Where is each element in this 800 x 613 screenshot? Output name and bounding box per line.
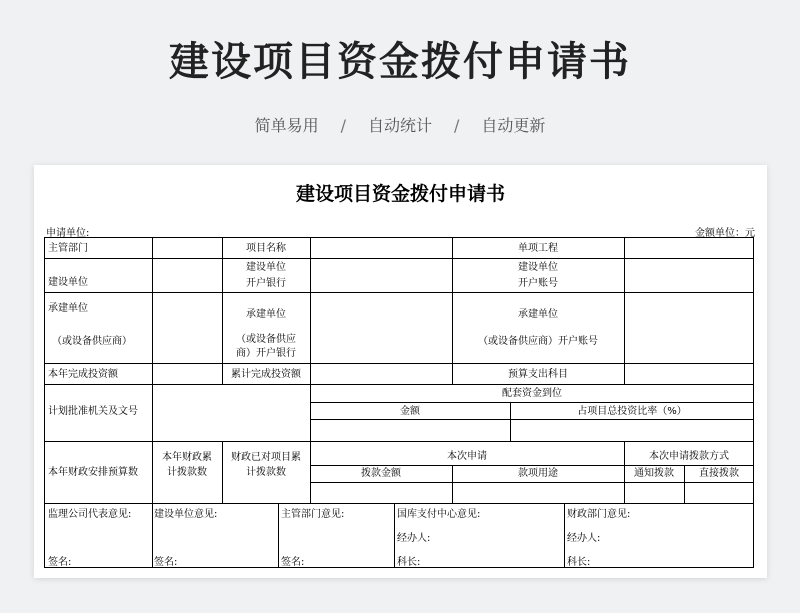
amount-unit-label: 金额单位：元 bbox=[695, 228, 755, 239]
label-this-application: 本次申请 bbox=[447, 451, 487, 462]
tag-auto-stats: 自动统计 bbox=[367, 116, 432, 135]
label-plan-approval: 计划批准机关及文号 bbox=[48, 406, 138, 417]
opinion-treasury-center: 国库支付中心意见: bbox=[397, 509, 481, 520]
label-contractor-bank: （或设备供应 bbox=[236, 334, 296, 345]
tag-separator: / bbox=[340, 116, 346, 135]
applicant-label: 申请单位: bbox=[46, 228, 90, 239]
label-amount: 金额 bbox=[400, 406, 420, 417]
opinion-sign: 签名: bbox=[154, 557, 178, 568]
label-payment-amount: 拨款金额 bbox=[361, 468, 401, 479]
label-single-project: 单项工程 bbox=[518, 243, 558, 254]
label-contractor: （或设备供应商） bbox=[52, 336, 132, 347]
tag-separator: / bbox=[454, 116, 460, 135]
label-contractor-bank: 承建单位 bbox=[246, 309, 286, 320]
label-fiscal-cumulative: 计拨款数 bbox=[246, 467, 286, 478]
label-fiscal-cumulative: 财政已对项目累 bbox=[231, 452, 301, 463]
label-payment-method: 本次申请拨款方式 bbox=[649, 451, 729, 462]
tag-auto-update: 自动更新 bbox=[481, 116, 546, 135]
label-contractor: 承建单位 bbox=[48, 303, 88, 314]
tagline bbox=[0, 113, 800, 136]
label-builder-account: 开户账号 bbox=[518, 278, 558, 289]
label-matching-funds: 配套资金到位 bbox=[502, 388, 562, 399]
opinion-sign: 签名: bbox=[281, 557, 305, 568]
opinion-finance-dept: 财政部门意见: bbox=[567, 509, 631, 520]
opinion-handler: 经办人: bbox=[567, 533, 601, 544]
label-annual-fiscal: 本年财政累 bbox=[162, 452, 212, 463]
opinion-sign: 签名: bbox=[48, 557, 72, 568]
opinion-handler: 经办人: bbox=[397, 533, 431, 544]
label-direct-payment: 直接拨款 bbox=[699, 468, 739, 479]
label-cumulative-completed: 累计完成投资额 bbox=[231, 369, 301, 380]
opinion-section-chief: 科长: bbox=[397, 557, 421, 568]
label-contractor-account: 承建单位 bbox=[518, 309, 558, 320]
label-contractor-bank: 商）开户银行 bbox=[236, 348, 296, 359]
label-contractor-account: （或设备供应商）开户账号 bbox=[478, 336, 598, 347]
opinion-supervisor-company: 监理公司代表意见: bbox=[48, 509, 132, 520]
label-notify-payment: 通知拨款 bbox=[634, 468, 674, 479]
opinion-builder: 建设单位意见: bbox=[154, 509, 218, 520]
label-ratio: 占项目总投资比率（%） bbox=[577, 406, 687, 417]
label-project-name: 项目名称 bbox=[246, 243, 286, 254]
form-sheet bbox=[34, 165, 767, 578]
label-payment-use: 款项用途 bbox=[518, 468, 558, 479]
label-budget-subject: 预算支出科目 bbox=[508, 369, 568, 380]
label-builder-account: 建设单位 bbox=[518, 262, 558, 273]
tag-easy: 简单易用 bbox=[254, 116, 319, 135]
label-annual-fiscal: 计拨款数 bbox=[167, 467, 207, 478]
label-builder: 建设单位 bbox=[48, 277, 88, 288]
opinion-section-chief: 科长: bbox=[567, 557, 591, 568]
label-supervisor-dept: 主管部门 bbox=[48, 243, 88, 254]
label-annual-completed: 本年完成投资额 bbox=[48, 369, 118, 380]
opinion-supervisor-dept: 主管部门意见: bbox=[281, 509, 345, 520]
label-builder-bank: 开户银行 bbox=[246, 278, 286, 289]
label-annual-budget: 本年财政安排预算数 bbox=[48, 467, 138, 478]
form-title: 建设项目资金拨付申请书 bbox=[295, 183, 505, 205]
label-builder-bank: 建设单位 bbox=[246, 262, 286, 273]
banner-title: 建设项目资金拨付申请书 bbox=[169, 39, 631, 85]
